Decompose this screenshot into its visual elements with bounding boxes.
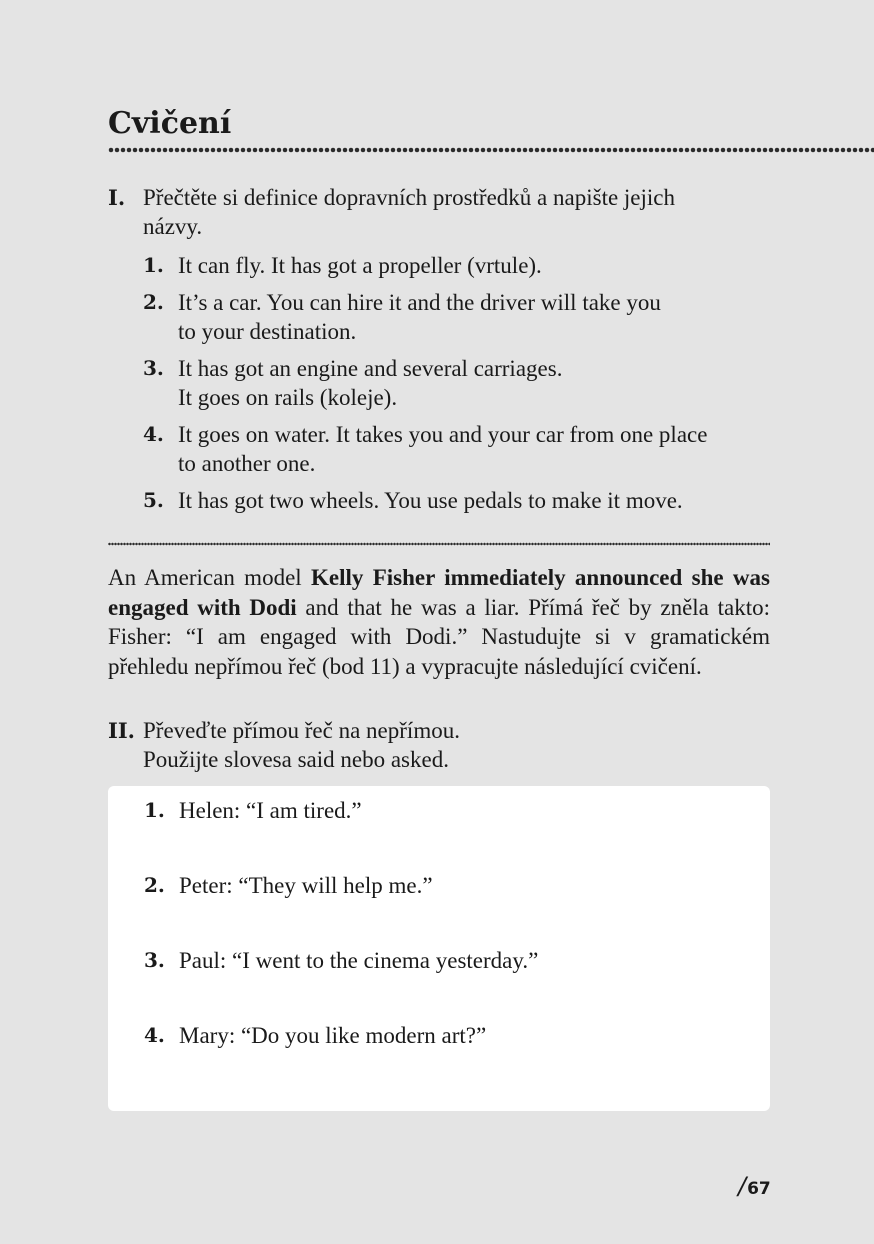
instruction-line: názvy.: [143, 214, 203, 239]
item-number: 5.: [143, 488, 164, 512]
item-text: It’s a car. You can hire it and the driver will take you: [178, 290, 661, 315]
item-text: It goes on rails (koleje).: [178, 385, 398, 410]
item-number: 4.: [144, 1023, 165, 1047]
page-number: [738, 1172, 771, 1200]
grammar-note-paragraph: [108, 563, 770, 681]
item-text: Peter: “They will help me.”: [179, 873, 433, 898]
list-item: [144, 1021, 486, 1050]
exercise-2-instruction: [108, 716, 770, 774]
item-number: 1.: [143, 253, 164, 277]
item-text: to your destination.: [178, 319, 357, 344]
answer-box[interactable]: [108, 786, 770, 1111]
item-text: to another one.: [178, 451, 316, 476]
item-text: Paul: “I went to the cinema yesterday.”: [179, 948, 539, 973]
item-number: 1.: [144, 798, 165, 822]
list-item: [144, 946, 538, 975]
exercise-1-instruction: [108, 183, 770, 241]
list-item: [143, 486, 770, 515]
item-text: It has got two wheels. You use pedals to make it move.: [178, 488, 683, 513]
item-number: 2.: [144, 873, 165, 897]
instruction-line: Přečtěte si definice dopravních prostředků a napište jejich: [143, 185, 675, 210]
item-number: 3.: [143, 356, 164, 380]
item-number: 4.: [143, 422, 164, 446]
list-item: [143, 354, 770, 412]
dotted-divider: [108, 146, 874, 154]
exercise-2: [108, 716, 770, 774]
exercise-number: I.: [108, 185, 126, 210]
page-title: Cvičení: [108, 106, 232, 141]
list-item: [144, 796, 362, 825]
item-text: It can fly. It has got a propeller (vrtule).: [178, 253, 542, 278]
item-text: Mary: “Do you like modern art?”: [179, 1023, 487, 1048]
item-text: It goes on water. It takes you and your car from one place: [178, 422, 708, 447]
instruction-line: Použijte slovesa said nebo asked.: [143, 747, 449, 772]
paragraph-bold: Kelly Fisher immediately announced she was engaged with Dodi: [108, 565, 770, 620]
list-item: [143, 288, 770, 346]
page-number-value: 67: [747, 1179, 771, 1199]
paragraph-rest: and that he was a liar. Přímá řeč by zněla takto: Fisher: “I am engaged with Dodi.” Nastudujte si v gramatickém přehledu nepřímou řeč (bod 11) a vypracujte následující cvičení.: [108, 594, 770, 679]
item-number: 2.: [143, 290, 164, 314]
list-item: [143, 251, 770, 280]
item-text: Helen: “I am tired.”: [179, 798, 362, 823]
exercise-1: [108, 183, 770, 523]
dotted-divider: [108, 542, 770, 546]
exercise-1-items: [108, 251, 770, 515]
list-item: [144, 871, 433, 900]
item-text: It has got an engine and several carriages.: [178, 356, 563, 381]
page-slash-glyph: /: [738, 1172, 747, 1200]
item-number: 3.: [144, 948, 165, 972]
instruction-line: Převeďte přímou řeč na nepřímou.: [143, 718, 460, 743]
exercise-number: II.: [108, 718, 135, 743]
list-item: [143, 420, 770, 478]
paragraph-lead: An American model: [108, 565, 312, 590]
